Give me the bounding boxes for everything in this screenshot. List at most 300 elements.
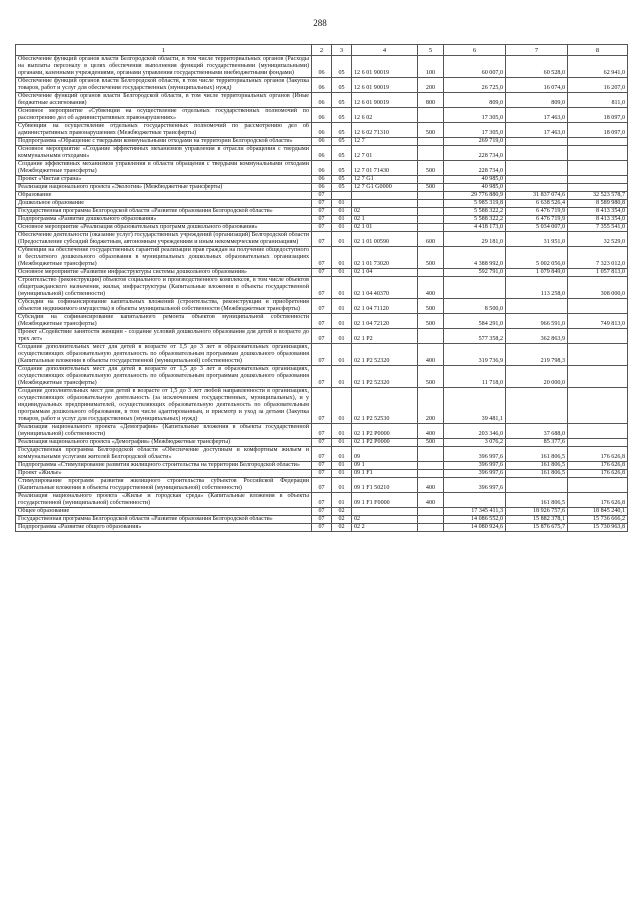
row-section-code: 07 — [312, 439, 332, 447]
row-expense-type: 500 — [418, 314, 444, 329]
row-amount-col7 — [506, 299, 568, 314]
table-row — [16, 439, 628, 447]
row-expense-type — [418, 176, 444, 184]
row-name: Субсидии на софинансирование капитального ремонта объектов муниципальной собственности (Межбюджетные трансферты) — [16, 314, 312, 329]
row-target-article: 09 — [352, 447, 418, 462]
row-target-article: 02 1 P2 52320 — [352, 366, 418, 388]
row-name: Реализация национального проекта «Демография» (Межбюджетные трансферты) — [16, 439, 312, 447]
row-expense-type — [418, 200, 444, 208]
table-row — [16, 366, 628, 388]
row-subsection-code: 05 — [332, 161, 352, 176]
row-amount-col6: 17 345 411,3 — [444, 508, 506, 516]
row-name: Основное мероприятие «Субвенции на осуществление отдельных государственных полномочий по рассмотрению дел об административных правонарушениях» — [16, 108, 312, 123]
row-target-article: 12 7 G1 G0000 — [352, 184, 418, 192]
row-amount-col8 — [568, 388, 628, 424]
row-subsection-code: 01 — [332, 269, 352, 277]
row-amount-col6: 228 734,0 — [444, 161, 506, 176]
row-expense-type — [418, 524, 444, 532]
row-section-code: 06 — [312, 138, 332, 146]
row-expense-type — [418, 508, 444, 516]
row-subsection-code: 01 — [332, 366, 352, 388]
row-expense-type — [418, 224, 444, 232]
row-expense-type — [418, 208, 444, 216]
row-amount-col8: 176 626,8 — [568, 493, 628, 508]
row-subsection-code: 01 — [332, 439, 352, 447]
row-expense-type: 800 — [418, 93, 444, 108]
row-section-code: 07 — [312, 344, 332, 366]
row-amount-col7: 1 079 849,0 — [506, 269, 568, 277]
table-row — [16, 299, 628, 314]
row-amount-col6: 4 388 992,0 — [444, 247, 506, 269]
row-target-article: 12 7 G1 — [352, 176, 418, 184]
row-expense-type: 200 — [418, 388, 444, 424]
row-subsection-code: 01 — [332, 329, 352, 344]
row-name: Субвенции на осуществление отдельных государственных полномочий по рассмотрению дел об административных правонарушениях (Межбюджетные трансферты) — [16, 123, 312, 138]
row-amount-col8 — [568, 161, 628, 176]
table-row — [16, 314, 628, 329]
row-amount-col8: 18 097,0 — [568, 108, 628, 123]
row-section-code: 07 — [312, 224, 332, 232]
row-amount-col6: 39 481,1 — [444, 388, 506, 424]
header-cell: 8 — [568, 45, 628, 56]
row-name: Обеспечение функций органов власти Белгородской области, в том числе территориальных органов (Расходы на выплаты персоналу в целях обеспечения выполнения функций государственными (муниципальными) органами, казенными учреждениями, органами управления государственными внебюджетными фондами) — [16, 56, 312, 78]
table-row — [16, 247, 628, 269]
row-section-code: 06 — [312, 78, 332, 93]
table-row — [16, 524, 628, 532]
table-row — [16, 56, 628, 78]
row-amount-col7: 16 074,0 — [506, 78, 568, 93]
section-row — [16, 192, 628, 200]
row-expense-type: 400 — [418, 424, 444, 439]
row-amount-col7 — [506, 388, 568, 424]
row-amount-col6: 5 588 322,2 — [444, 216, 506, 224]
row-name: Реализация национального проекта «Демография» (Капитальные вложения в объекты государственной (муниципальной) собственности) — [16, 424, 312, 439]
row-amount-col6: 8 500,0 — [444, 299, 506, 314]
row-section-code: 06 — [312, 161, 332, 176]
row-amount-col6: 29 181,0 — [444, 232, 506, 247]
row-target-article: 12 7 — [352, 138, 418, 146]
row-amount-col7: 18 926 757,6 — [506, 508, 568, 516]
row-subsection-code: 05 — [332, 184, 352, 192]
row-subsection-code: 05 — [332, 138, 352, 146]
row-name: Обеспечение деятельности (оказание услуг) государственных учреждений (организаций) Белгородской области (Предоставление субсидий бюджетным, автономным учреждениям и иным некоммерческим организациям) — [16, 232, 312, 247]
row-amount-col6: 3 076,2 — [444, 439, 506, 447]
row-name: Дошкольное образование — [16, 200, 312, 208]
row-amount-col7: 37 688,0 — [506, 424, 568, 439]
row-amount-col8 — [568, 424, 628, 439]
row-amount-col8 — [568, 366, 628, 388]
row-target-article — [352, 200, 418, 208]
row-amount-col6: 11 718,0 — [444, 366, 506, 388]
row-subsection-code: 05 — [332, 123, 352, 138]
table-row — [16, 269, 628, 277]
table-row — [16, 138, 628, 146]
table-row — [16, 424, 628, 439]
row-amount-col8: 749 813,0 — [568, 314, 628, 329]
row-name: Реализация национального проекта «Жилье и городская среда» (Капитальные вложения в объекты государственной (муниципальной) собственности) — [16, 493, 312, 508]
row-amount-col8 — [568, 478, 628, 493]
table-row — [16, 329, 628, 344]
row-subsection-code: 01 — [332, 388, 352, 424]
header-cell: 4 — [352, 45, 418, 56]
row-expense-type: 200 — [418, 78, 444, 93]
row-amount-col8 — [568, 184, 628, 192]
row-expense-type: 400 — [418, 478, 444, 493]
row-section-code: 07 — [312, 366, 332, 388]
row-name: Проект «Жилье» — [16, 470, 312, 478]
row-amount-col8 — [568, 299, 628, 314]
row-amount-col7: 809,0 — [506, 93, 568, 108]
row-amount-col7: 5 034 007,0 — [506, 224, 568, 232]
row-subsection-code: 01 — [332, 424, 352, 439]
row-amount-col7: 219 798,3 — [506, 344, 568, 366]
row-section-code: 06 — [312, 184, 332, 192]
row-expense-type — [418, 146, 444, 161]
row-amount-col6: 396 997,6 — [444, 462, 506, 470]
row-section-code: 06 — [312, 56, 332, 78]
row-amount-col6: 40 985,0 — [444, 184, 506, 192]
row-amount-col8: 18 097,0 — [568, 123, 628, 138]
row-amount-col6: 60 007,0 — [444, 56, 506, 78]
row-amount-col6: 29 776 880,9 — [444, 192, 506, 200]
row-subsection-code: 01 — [332, 478, 352, 493]
section-row — [16, 200, 628, 208]
row-target-article: 02 1 P2 52320 — [352, 344, 418, 366]
row-section-code: 07 — [312, 192, 332, 200]
row-amount-col8: 16 207,0 — [568, 78, 628, 93]
row-amount-col6: 396 997,6 — [444, 478, 506, 493]
row-expense-type: 500 — [418, 366, 444, 388]
table-header-row — [16, 45, 628, 56]
row-amount-col7: 362 863,9 — [506, 329, 568, 344]
row-expense-type — [418, 516, 444, 524]
row-subsection-code — [332, 192, 352, 200]
row-target-article: 02 1 04 40370 — [352, 277, 418, 299]
table-row — [16, 493, 628, 508]
row-section-code: 07 — [312, 329, 332, 344]
row-amount-col7: 161 806,5 — [506, 462, 568, 470]
table-row — [16, 344, 628, 366]
row-amount-col6: 269 719,0 — [444, 138, 506, 146]
row-subsection-code: 01 — [332, 216, 352, 224]
row-amount-col8: 62 941,0 — [568, 56, 628, 78]
row-target-article: 02 1 P2 — [352, 329, 418, 344]
table-row — [16, 232, 628, 247]
row-amount-col6 — [444, 493, 506, 508]
table-row — [16, 277, 628, 299]
row-amount-col8 — [568, 439, 628, 447]
row-name: Стимулирование программ развития жилищного строительства субъектов Российской Федерации (Капитальные вложения в объекты государственной (муниципальной) собственности) — [16, 478, 312, 493]
row-section-code: 07 — [312, 516, 332, 524]
row-target-article: 02 1 P2 52530 — [352, 388, 418, 424]
row-section-code: 07 — [312, 277, 332, 299]
row-target-article: 09 1 F1 50210 — [352, 478, 418, 493]
row-expense-type — [418, 108, 444, 123]
row-amount-col6: 17 305,0 — [444, 123, 506, 138]
row-amount-col6: 396 997,6 — [444, 470, 506, 478]
row-amount-col7 — [506, 478, 568, 493]
row-section-code: 07 — [312, 208, 332, 216]
row-amount-col8: 176 626,8 — [568, 462, 628, 470]
row-subsection-code: 01 — [332, 447, 352, 462]
row-subsection-code: 02 — [332, 516, 352, 524]
row-amount-col8: 32 523 578,7 — [568, 192, 628, 200]
row-expense-type — [418, 216, 444, 224]
row-amount-col6: 584 291,0 — [444, 314, 506, 329]
row-subsection-code: 02 — [332, 524, 352, 532]
row-subsection-code: 05 — [332, 56, 352, 78]
row-expense-type: 100 — [418, 56, 444, 78]
row-amount-col8 — [568, 176, 628, 184]
row-name: Создание дополнительных мест для детей в возрасте от 1,5 до 3 лет в образовательных организациях, осуществляющих образовательную деятельность по образовательным программам дошкольного образования (Капитальные вложения в объекты государственной (муниципальной) собственности) — [16, 344, 312, 366]
row-name: Создание дополнительных мест для детей в возрасте от 1,5 до 3 лет любой направленности в организациях, осуществляющих образовательную деятельность (за исключением государственных, муниципальных), и у индивидуальных предпринимателей, осуществляющих образовательную деятельность по образовательным программам дошкольного образования, в том числе адаптированным, и присмотр и уход за детьми (Закупка товаров, работ и услуг для государственных (муниципальных) нужд) — [16, 388, 312, 424]
table-row — [16, 146, 628, 161]
row-subsection-code: 01 — [332, 493, 352, 508]
table-row — [16, 462, 628, 470]
table-row — [16, 470, 628, 478]
row-amount-col8 — [568, 344, 628, 366]
row-section-code: 06 — [312, 123, 332, 138]
row-subsection-code: 01 — [332, 200, 352, 208]
row-subsection-code: 05 — [332, 78, 352, 93]
row-amount-col8: 176 626,8 — [568, 470, 628, 478]
row-amount-col7: 6 476 719,9 — [506, 208, 568, 216]
row-section-code: 07 — [312, 247, 332, 269]
row-amount-col7: 17 463,0 — [506, 108, 568, 123]
header-cell: 1 — [16, 45, 312, 56]
row-amount-col7: 17 463,0 — [506, 123, 568, 138]
row-amount-col6: 5 985 319,8 — [444, 200, 506, 208]
row-target-article: 02 1 04 71120 — [352, 299, 418, 314]
row-amount-col6: 203 346,0 — [444, 424, 506, 439]
table-row — [16, 161, 628, 176]
table-row — [16, 176, 628, 184]
row-target-article: 02 1 04 — [352, 269, 418, 277]
row-amount-col7 — [506, 138, 568, 146]
row-section-code: 07 — [312, 478, 332, 493]
row-name: Строительство (реконструкция) объектов социального и производственного комплексов, в том числе объектов общегражданского назначения, жилья, инфраструктуры (Капитальные вложения в объекты государственной (муниципальной) собственности) — [16, 277, 312, 299]
row-amount-col6: 40 985,0 — [444, 176, 506, 184]
row-expense-type: 400 — [418, 344, 444, 366]
row-expense-type: 500 — [418, 299, 444, 314]
row-expense-type: 500 — [418, 184, 444, 192]
header-cell: 2 — [312, 45, 332, 56]
row-name: Субсидии на софинансирование капитальных вложений (строительства, реконструкции и приобретения объектов недвижимого имущества) в объекты муниципальной собственности (Межбюджетные трансферты) — [16, 299, 312, 314]
row-target-article: 12 7 01 — [352, 146, 418, 161]
header-cell: 3 — [332, 45, 352, 56]
table-row — [16, 123, 628, 138]
row-section-code: 07 — [312, 424, 332, 439]
table-row — [16, 388, 628, 424]
row-target-article — [352, 508, 418, 516]
row-name: Государственная программа Белгородской области «Развитие образования Белгородской области» — [16, 208, 312, 216]
table-row — [16, 78, 628, 93]
row-subsection-code: 01 — [332, 344, 352, 366]
row-name: Образование — [16, 192, 312, 200]
row-subsection-code: 05 — [332, 108, 352, 123]
row-amount-col7 — [506, 176, 568, 184]
row-amount-col7: 5 002 056,0 — [506, 247, 568, 269]
row-amount-col7: 15 876 675,7 — [506, 524, 568, 532]
row-name: Подпрограмма «Развитие дошкольного образования» — [16, 216, 312, 224]
row-target-article: 09 1 F1 F0000 — [352, 493, 418, 508]
row-amount-col7: 60 528,0 — [506, 56, 568, 78]
row-target-article: 02 1 01 00590 — [352, 232, 418, 247]
row-amount-col6: 396 997,6 — [444, 447, 506, 462]
row-subsection-code: 01 — [332, 299, 352, 314]
row-target-article: 02 1 01 73020 — [352, 247, 418, 269]
row-amount-col7: 161 806,5 — [506, 470, 568, 478]
row-target-article: 02 1 01 — [352, 224, 418, 232]
row-target-article: 02 — [352, 516, 418, 524]
row-amount-col8: 7 355 541,0 — [568, 224, 628, 232]
row-expense-type — [418, 269, 444, 277]
row-amount-col7: 161 806,5 — [506, 447, 568, 462]
row-amount-col6: 809,0 — [444, 93, 506, 108]
row-subsection-code: 02 — [332, 508, 352, 516]
row-section-code: 07 — [312, 269, 332, 277]
row-amount-col6: 577 358,2 — [444, 329, 506, 344]
row-name: Подпрограмма «Стимулирование развития жилищного строительства на территории Белгородской области» — [16, 462, 312, 470]
row-target-article: 02 — [352, 208, 418, 216]
table-row — [16, 478, 628, 493]
row-subsection-code: 01 — [332, 224, 352, 232]
row-target-article: 02 1 P2 P0000 — [352, 424, 418, 439]
row-amount-col7: 6 476 719,9 — [506, 216, 568, 224]
row-amount-col7 — [506, 146, 568, 161]
row-section-code: 07 — [312, 470, 332, 478]
table-row — [16, 208, 628, 216]
row-amount-col6 — [444, 277, 506, 299]
row-amount-col8: 8 413 354,0 — [568, 216, 628, 224]
row-subsection-code: 01 — [332, 247, 352, 269]
row-amount-col6: 26 725,0 — [444, 78, 506, 93]
row-expense-type — [418, 138, 444, 146]
row-amount-col8: 7 323 012,0 — [568, 247, 628, 269]
row-amount-col8: 176 626,8 — [568, 447, 628, 462]
row-subsection-code: 01 — [332, 232, 352, 247]
row-expense-type — [418, 192, 444, 200]
row-amount-col8: 8 589 980,8 — [568, 200, 628, 208]
row-section-code: 07 — [312, 447, 332, 462]
row-expense-type — [418, 329, 444, 344]
row-amount-col8: 811,0 — [568, 93, 628, 108]
table-row — [16, 516, 628, 524]
row-name: Обеспечение функций органов власти Белгородской области, в том числе территориальных органов (Иные бюджетные ассигнования) — [16, 93, 312, 108]
row-name: Создание дополнительных мест для детей в возрасте от 1,5 до 3 лет в образовательных организациях, осуществляющих образовательную деятельность по образовательным программам дошкольного образования (Межбюджетные трансферты) — [16, 366, 312, 388]
row-amount-col6: 14 086 552,0 — [444, 516, 506, 524]
header-cell: 6 — [444, 45, 506, 56]
row-name: Субвенции на обеспечение государственных гарантий реализации прав граждан на получение общедоступного и бесплатного дошкольного образования в муниципальных дошкольных образовательных организациях (Межбюджетные трансферты) — [16, 247, 312, 269]
row-name: Государственная программа Белгородской области «Обеспечение доступным и комфортным жильем и коммунальными услугами жителей Белгородской области» — [16, 447, 312, 462]
row-amount-col8 — [568, 146, 628, 161]
row-name: Основное мероприятие «Создание эффективных механизмов управления в отрасли обращения с твердыми коммунальными отходами» — [16, 146, 312, 161]
row-target-article: 02 1 04 72120 — [352, 314, 418, 329]
row-subsection-code: 05 — [332, 93, 352, 108]
row-amount-col6: 17 305,0 — [444, 108, 506, 123]
row-expense-type: 500 — [418, 439, 444, 447]
row-target-article: 02 1 — [352, 216, 418, 224]
header-cell: 5 — [418, 45, 444, 56]
row-section-code: 07 — [312, 216, 332, 224]
row-amount-col7: 966 591,0 — [506, 314, 568, 329]
row-section-code: 06 — [312, 108, 332, 123]
row-section-code: 07 — [312, 524, 332, 532]
table-row — [16, 224, 628, 232]
row-amount-col7 — [506, 184, 568, 192]
row-section-code: 07 — [312, 299, 332, 314]
row-section-code: 06 — [312, 146, 332, 161]
row-section-code: 07 — [312, 508, 332, 516]
row-target-article: 02 1 P2 P0000 — [352, 439, 418, 447]
row-expense-type — [418, 470, 444, 478]
row-subsection-code: 01 — [332, 314, 352, 329]
row-expense-type: 600 — [418, 232, 444, 247]
table-row — [16, 216, 628, 224]
row-target-article: 12 6 01 90019 — [352, 78, 418, 93]
row-section-code: 06 — [312, 93, 332, 108]
row-amount-col6: 319 736,9 — [444, 344, 506, 366]
row-amount-col8: 308 000,0 — [568, 277, 628, 299]
row-amount-col8: 15 736 666,2 — [568, 516, 628, 524]
row-subsection-code: 05 — [332, 146, 352, 161]
row-expense-type: 500 — [418, 123, 444, 138]
row-amount-col8: 8 413 354,0 — [568, 208, 628, 216]
row-name: Создание эффективных механизмов управления в области обращения с твердыми коммунальными отходами (Межбюджетные трансферты) — [16, 161, 312, 176]
row-amount-col6: 4 418 173,0 — [444, 224, 506, 232]
row-amount-col6: 592 791,0 — [444, 269, 506, 277]
row-target-article: 12 6 02 71310 — [352, 123, 418, 138]
row-amount-col7: 113 258,0 — [506, 277, 568, 299]
row-name: Обеспечение функций органов власти Белгородской области, в том числе территориальных органов (Закупка товаров, работ и услуг для обеспечения государственных (муниципальных) нужд) — [16, 78, 312, 93]
row-target-article: 12 6 01 90019 — [352, 56, 418, 78]
header-cell: 7 — [506, 45, 568, 56]
row-amount-col6: 5 588 322,2 — [444, 208, 506, 216]
row-amount-col7: 20 000,0 — [506, 366, 568, 388]
row-name: Проект «Содействие занятости женщин - создание условий дошкольного образования для детей в возрасте до трех лет» — [16, 329, 312, 344]
row-amount-col7: 6 638 526,4 — [506, 200, 568, 208]
row-target-article: 12 6 01 90019 — [352, 93, 418, 108]
table-row — [16, 108, 628, 123]
row-section-code: 07 — [312, 493, 332, 508]
row-target-article: 09 1 F1 — [352, 470, 418, 478]
row-section-code: 07 — [312, 388, 332, 424]
budget-table — [15, 44, 628, 532]
row-amount-col8: 1 057 813,0 — [568, 269, 628, 277]
row-amount-col7: 15 882 378,1 — [506, 516, 568, 524]
row-name: Основное мероприятие «Развитие инфраструктуры системы дошкольного образования» — [16, 269, 312, 277]
row-name: Государственная программа Белгородской области «Развитие образования Белгородской области» — [16, 516, 312, 524]
row-name: Общее образование — [16, 508, 312, 516]
row-expense-type: 400 — [418, 493, 444, 508]
row-target-article: 12 6 02 — [352, 108, 418, 123]
row-section-code: 07 — [312, 462, 332, 470]
row-subsection-code: 01 — [332, 462, 352, 470]
row-target-article: 12 7 01 71430 — [352, 161, 418, 176]
row-subsection-code: 01 — [332, 208, 352, 216]
row-expense-type: 400 — [418, 277, 444, 299]
section-row — [16, 508, 628, 516]
row-amount-col6: 14 080 924,6 — [444, 524, 506, 532]
row-amount-col6: 228 734,0 — [444, 146, 506, 161]
row-name: Проект «Чистая страна» — [16, 176, 312, 184]
row-target-article: 02 2 — [352, 524, 418, 532]
row-name: Подпрограмма «Развитие общего образования» — [16, 524, 312, 532]
row-target-article — [352, 192, 418, 200]
table-row — [16, 184, 628, 192]
row-expense-type — [418, 447, 444, 462]
row-amount-col8: 18 845 240,1 — [568, 508, 628, 516]
